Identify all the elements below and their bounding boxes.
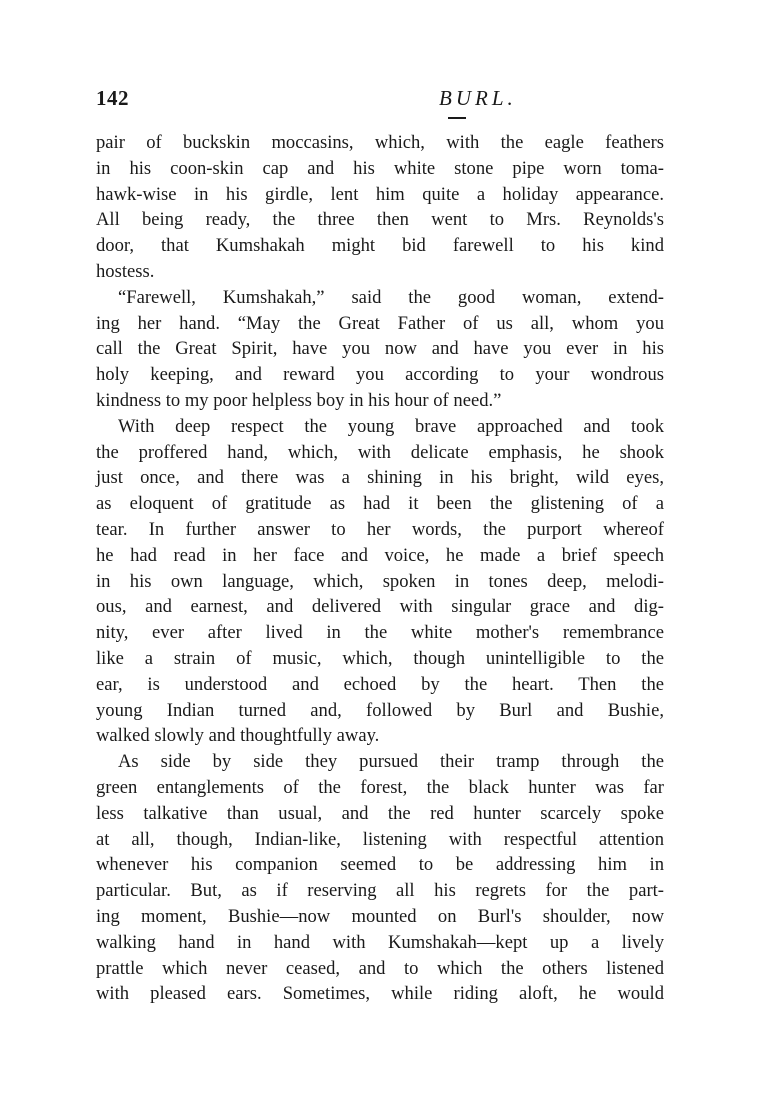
text-line: particular. But, as if reserving all his regrets for the part- xyxy=(96,880,664,902)
text-line: with pleased ears. Sometimes, while riding aloft, he would xyxy=(96,983,664,1005)
text-line: just once, and there was a shining in his bright, wild eyes, xyxy=(96,467,664,489)
text-line: tear. In further answer to her words, the purport whereof xyxy=(96,518,664,540)
text-line: hawk-wise in his girdle, lent him quite a holiday appearance. xyxy=(96,183,664,205)
text-line: ing her hand. “May the Great Father of us all, whom you xyxy=(96,312,664,334)
title-rule xyxy=(448,117,466,119)
text-line: With deep respect the young brave approached and took xyxy=(118,415,664,437)
text-line: call the Great Spirit, have you now and have you ever in his xyxy=(96,338,664,360)
text-line: green entanglements of the forest, the black hunter was far xyxy=(96,776,664,798)
text-line: ous, and earnest, and delivered with singular grace and dig- xyxy=(96,596,664,618)
text-line: less talkative than usual, and the red hunter scarcely spoke xyxy=(96,802,664,824)
body-text xyxy=(96,130,664,1007)
text-line: pair of buckskin moccasins, which, with the eagle feathers xyxy=(96,132,664,153)
running-title: BURL. xyxy=(439,86,517,110)
text-line: All being ready, the three then went to Mrs. Reynolds's xyxy=(96,209,664,231)
text-line: young Indian turned and, followed by Burl and Bushie, xyxy=(96,699,664,721)
text-line: holy keeping, and reward you according to your wondrous xyxy=(96,364,664,386)
text-line: prattle which never ceased, and to which the others listened xyxy=(96,957,664,979)
text-line: walked slowly and thoughtfully away. xyxy=(96,725,380,747)
text-line: ear, is understood and echoed by the heart. Then the xyxy=(96,673,664,695)
text-line: whenever his companion seemed to be addressing him in xyxy=(96,854,664,876)
text-line: as eloquent of gratitude as had it been the glistening of a xyxy=(96,493,664,515)
text-line: in his own language, which, spoken in tones deep, melodi- xyxy=(96,570,664,592)
text-line: nity, ever after lived in the white mother's remembrance xyxy=(96,622,664,644)
text-line: “Farewell, Kumshakah,” said the good woman, extend- xyxy=(118,286,664,308)
text-line: door, that Kumshakah might bid farewell to his kind xyxy=(96,235,664,257)
text-line: the proffered hand, which, with delicate emphasis, he shook xyxy=(96,441,664,463)
text-line: like a strain of music, which, though unintelligible to the xyxy=(96,647,664,669)
page-header xyxy=(96,86,666,118)
text-line: in his coon-skin cap and his white stone pipe worn toma- xyxy=(96,157,664,179)
page-number: 142 xyxy=(96,86,129,110)
text-line: at all, though, Indian-like, listening with respectful attention xyxy=(96,828,664,850)
text-line: he had read in her face and voice, he made a brief speech xyxy=(96,544,664,566)
text-line: ing moment, Bushie—now mounted on Burl's shoulder, now xyxy=(96,905,664,927)
text-line: As side by side they pursued their tramp through the xyxy=(118,751,664,773)
text-line: hostess. xyxy=(96,260,155,282)
text-line: walking hand in hand with Kumshakah—kept up a lively xyxy=(96,931,664,953)
text-line: kindness to my poor helpless boy in his hour of need.” xyxy=(96,389,502,411)
